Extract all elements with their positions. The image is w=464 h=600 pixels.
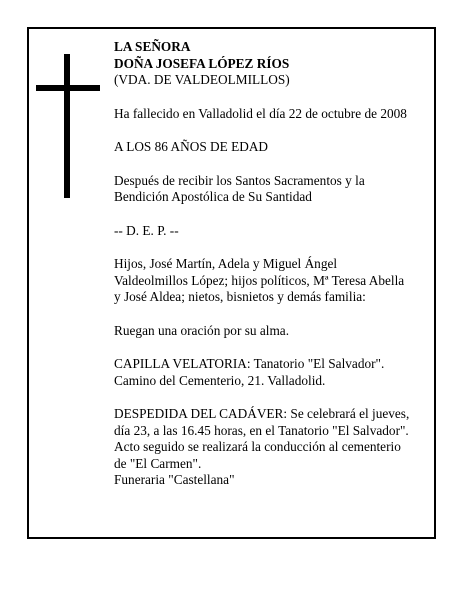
- chapel-line-2: Camino del Cementerio, 21. Valladolid.: [114, 372, 326, 388]
- age-statement: A LOS 86 AÑOS DE EDAD: [114, 139, 269, 154]
- farewell-line-4: de "El Carmen".: [114, 455, 202, 471]
- cross-vertical-bar: [64, 54, 70, 198]
- deceased-name: DOÑA JOSEFA LÓPEZ RÍOS: [114, 55, 290, 71]
- obituary-text: [114, 39, 426, 489]
- prayer-request: Ruegan una oración por su alma.: [114, 322, 290, 338]
- title-line-1: LA SEÑORA: [114, 39, 191, 54]
- funeral-home: Funeraria "Castellana": [114, 472, 235, 487]
- farewell-line-1: DESPEDIDA DEL CADÁVER: Se celebrará el jueves,: [114, 406, 410, 421]
- cross-horizontal-bar: [36, 85, 100, 91]
- sacraments-line-1: Después de recibir los Santos Sacramentos y la: [114, 172, 365, 188]
- widow-of: (VDA. DE VALDEOLMILLOS): [114, 72, 290, 87]
- farewell-line-2: día 23, a las 16.45 horas, en el Tanatorio "El Salvador".: [114, 422, 409, 438]
- chapel-line-1: CAPILLA VELATORIA: Tanatorio "El Salvador".: [114, 356, 385, 371]
- latin-cross-icon: [36, 54, 100, 198]
- family-line-3: y José Aldea; nietos, bisnietos y demás familia:: [114, 289, 366, 304]
- rip-line: -- D. E. P. --: [114, 222, 179, 238]
- sacraments-line-2: Bendición Apostólica de Su Santidad: [114, 189, 312, 204]
- family-line-1: Hijos, José Martín, Adela y Miguel Ángel: [114, 256, 338, 271]
- family-line-2: Valdeolmillos López; hijos políticos, Mª Teresa Abella: [114, 272, 405, 288]
- farewell-line-3: Acto seguido se realizará la conducción al cementerio: [114, 439, 401, 454]
- death-statement: Ha fallecido en Valladolid el día 22 de octubre de 2008: [114, 105, 407, 121]
